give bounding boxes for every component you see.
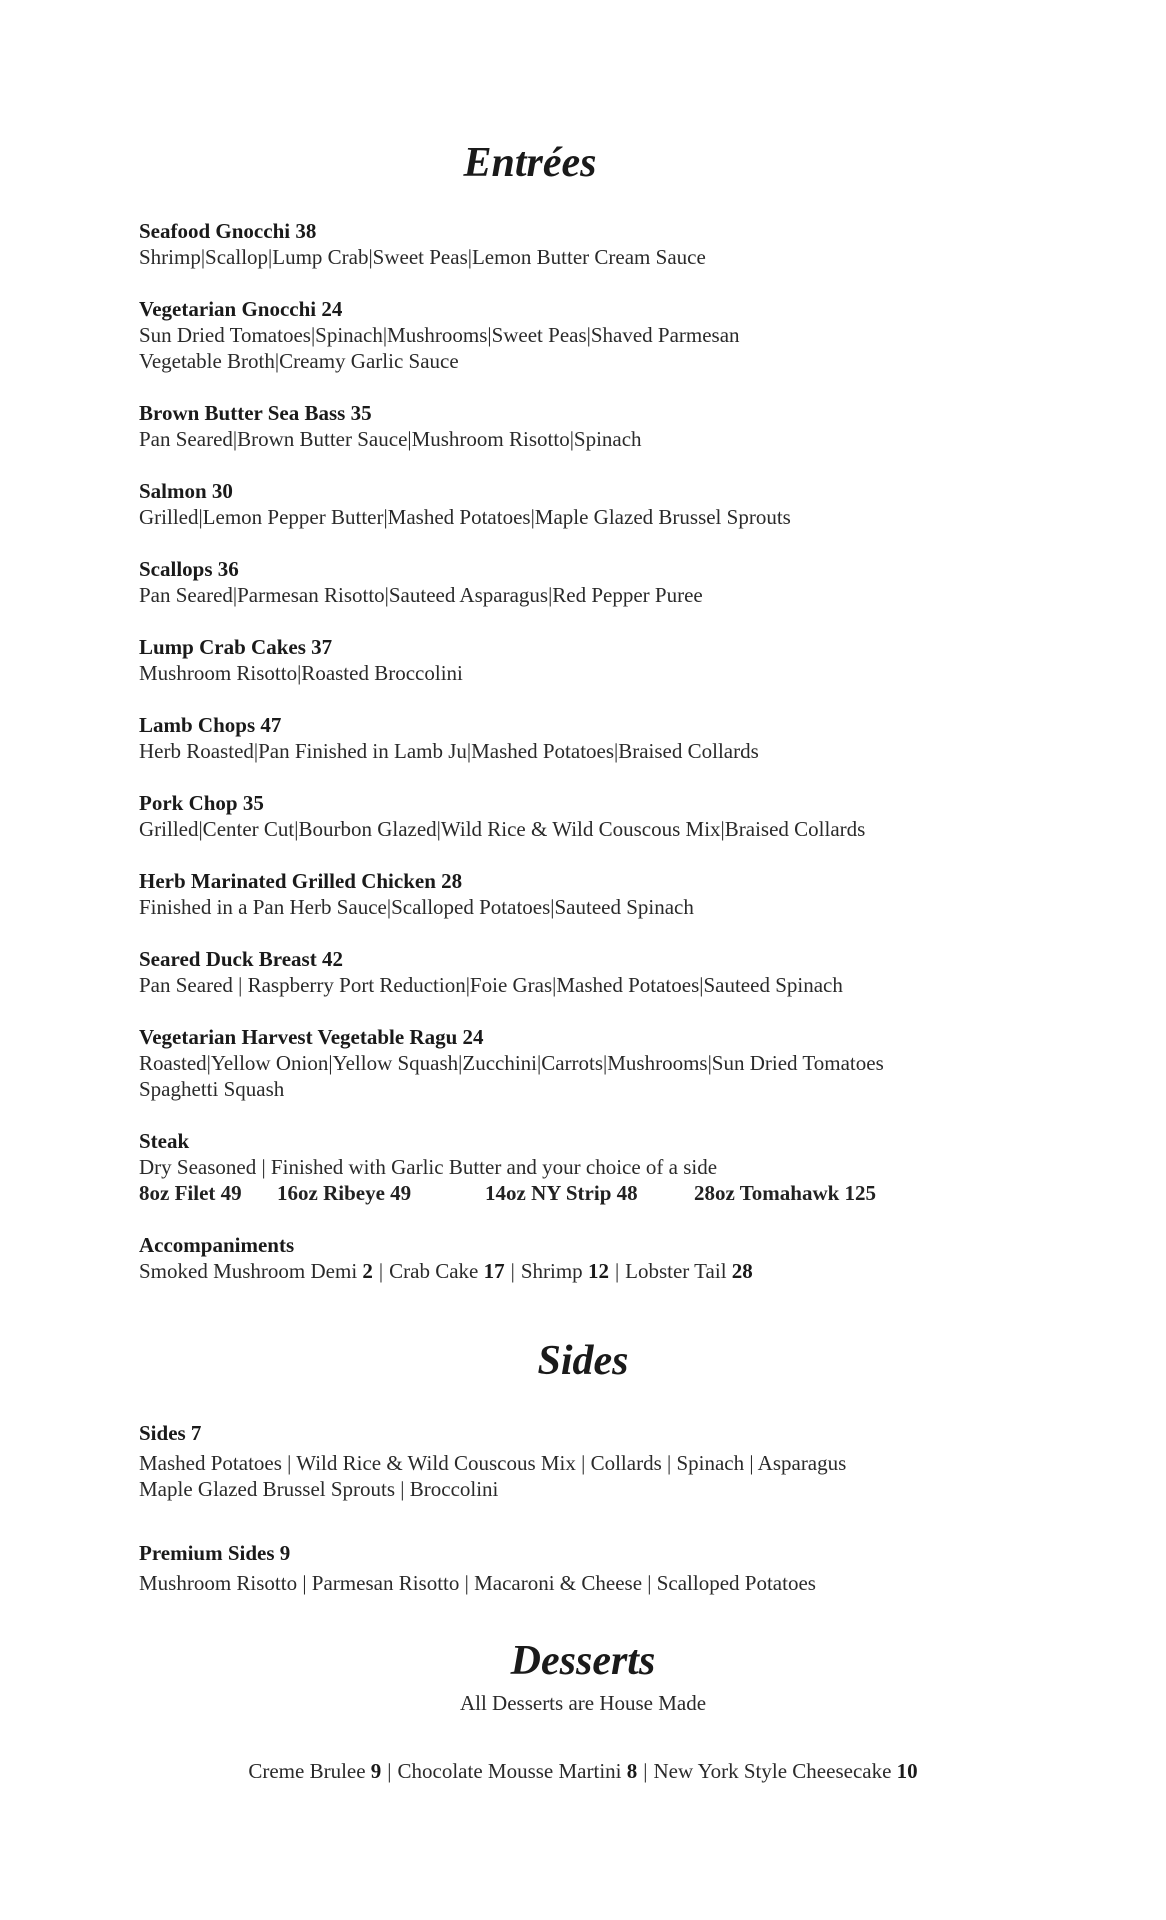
item-desc: Grilled|Lemon Pepper Butter|Mashed Potatoes|Maple Glazed Brussel Sprouts bbox=[139, 505, 791, 529]
item-name: Brown Butter Sea Bass 35 bbox=[139, 401, 372, 425]
desserts-list: Creme Brulee 9 | Chocolate Mousse Martini 8 | New York Style Cheesecake 10 bbox=[248, 1759, 918, 1783]
dessert-label: New York Style Cheesecake bbox=[653, 1759, 892, 1783]
menu-item bbox=[139, 218, 1099, 270]
dessert-price: 9 bbox=[370, 1759, 382, 1783]
dessert-price: 8 bbox=[626, 1759, 638, 1783]
item-name: Premium Sides 9 bbox=[139, 1541, 291, 1565]
item-name: Lump Crab Cakes 37 bbox=[139, 635, 333, 659]
dessert-label: Chocolate Mousse Martini bbox=[397, 1759, 622, 1783]
item-desc: Roasted|Yellow Onion|Yellow Squash|Zucchini|Carrots|Mushrooms|Sun Dried Tomatoes bbox=[139, 1051, 884, 1075]
item-name: Steak bbox=[139, 1129, 190, 1153]
item-desc: Pan Seared | Raspberry Port Reduction|Foie Gras|Mashed Potatoes|Sauteed Spinach bbox=[139, 973, 843, 997]
item-desc: Sun Dried Tomatoes|Spinach|Mushrooms|Sweet Peas|Shaved Parmesan bbox=[139, 323, 740, 347]
dessert-price: 10 bbox=[896, 1759, 918, 1783]
sides-group bbox=[139, 1540, 1099, 1596]
accompaniment-price: 17 bbox=[483, 1259, 505, 1283]
accompaniment-label: Lobster Tail bbox=[625, 1259, 727, 1283]
item-name: Salmon 30 bbox=[139, 479, 233, 503]
steak-cut: 14oz NY Strip 48 bbox=[485, 1181, 638, 1205]
item-name: Vegetarian Gnocchi 24 bbox=[139, 297, 343, 321]
accompaniment-label: Crab Cake bbox=[389, 1259, 479, 1283]
accompaniments-list: Smoked Mushroom Demi 2 | Crab Cake 17 | Shrimp 12 | Lobster Tail 28 bbox=[139, 1259, 753, 1283]
item-desc: Mushroom Risotto|Roasted Broccolini bbox=[139, 661, 463, 685]
item-desc: Dry Seasoned | Finished with Garlic Butter and your choice of a side bbox=[139, 1155, 718, 1179]
desserts-subtitle: All Desserts are House Made bbox=[459, 1691, 707, 1715]
menu-item bbox=[139, 946, 1099, 998]
item-name: Pork Chop 35 bbox=[139, 791, 264, 815]
menu-item bbox=[139, 400, 1099, 452]
item-desc: Pan Seared|Parmesan Risotto|Sauteed Asparagus|Red Pepper Puree bbox=[139, 583, 703, 607]
accompaniment-label: Shrimp bbox=[520, 1259, 583, 1283]
steak-cut: 16oz Ribeye 49 bbox=[277, 1181, 412, 1205]
item-desc: Mashed Potatoes | Wild Rice & Wild Couscous Mix | Collards | Spinach | Asparagus bbox=[139, 1451, 847, 1475]
menu-item bbox=[139, 712, 1099, 764]
item-name: Lamb Chops 47 bbox=[139, 713, 282, 737]
item-desc: Grilled|Center Cut|Bourbon Glazed|Wild Rice & Wild Couscous Mix|Braised Collards bbox=[139, 817, 866, 841]
steak-cuts bbox=[139, 1180, 1099, 1206]
item-name: Herb Marinated Grilled Chicken 28 bbox=[139, 869, 463, 893]
accompaniments bbox=[139, 1232, 1099, 1284]
item-desc-line2: Spaghetti Squash bbox=[139, 1077, 285, 1101]
steak-cut: 28oz Tomahawk 125 bbox=[694, 1181, 877, 1205]
item-name: Seared Duck Breast 42 bbox=[139, 947, 343, 971]
item-desc: Mushroom Risotto | Parmesan Risotto | Macaroni & Cheese | Scalloped Potatoes bbox=[139, 1571, 816, 1595]
item-name: Accompaniments bbox=[139, 1233, 295, 1257]
sides-group bbox=[139, 1420, 1099, 1502]
accompaniment-price: 2 bbox=[362, 1259, 373, 1283]
menu-item bbox=[139, 296, 1099, 374]
item-desc: Herb Roasted|Pan Finished in Lamb Ju|Mashed Potatoes|Braised Collards bbox=[139, 739, 759, 763]
accompaniment-label: Smoked Mushroom Demi bbox=[139, 1259, 358, 1283]
dessert-label: Creme Brulee bbox=[248, 1759, 366, 1783]
item-desc: Shrimp|Scallop|Lump Crab|Sweet Peas|Lemon Butter Cream Sauce bbox=[139, 245, 706, 269]
menu-item bbox=[139, 478, 1099, 530]
item-desc: Finished in a Pan Herb Sauce|Scalloped Potatoes|Sauteed Spinach bbox=[139, 895, 694, 919]
menu-item bbox=[139, 556, 1099, 608]
desserts-title: Desserts bbox=[510, 1638, 656, 1684]
menu-item bbox=[139, 634, 1099, 686]
accompaniment-price: 12 bbox=[587, 1259, 609, 1283]
accompaniment-price: 28 bbox=[731, 1259, 753, 1283]
menu-item bbox=[139, 790, 1099, 842]
steak-cut: 8oz Filet 49 bbox=[139, 1181, 242, 1205]
item-desc-line2: Vegetable Broth|Creamy Garlic Sauce bbox=[139, 349, 459, 373]
menu-item bbox=[139, 1024, 1099, 1102]
item-desc: Pan Seared|Brown Butter Sauce|Mushroom Risotto|Spinach bbox=[139, 427, 642, 451]
menu-item bbox=[139, 868, 1099, 920]
sides-title: Sides bbox=[537, 1338, 629, 1384]
steak-item bbox=[139, 1128, 1099, 1206]
item-name: Scallops 36 bbox=[139, 557, 239, 581]
item-name: Seafood Gnocchi 38 bbox=[139, 219, 317, 243]
item-name: Sides 7 bbox=[139, 1421, 202, 1445]
item-desc-line2: Maple Glazed Brussel Sprouts | Broccolini bbox=[139, 1477, 499, 1501]
entrees-title: Entrées bbox=[463, 140, 597, 186]
item-name: Vegetarian Harvest Vegetable Ragu 24 bbox=[139, 1025, 484, 1049]
